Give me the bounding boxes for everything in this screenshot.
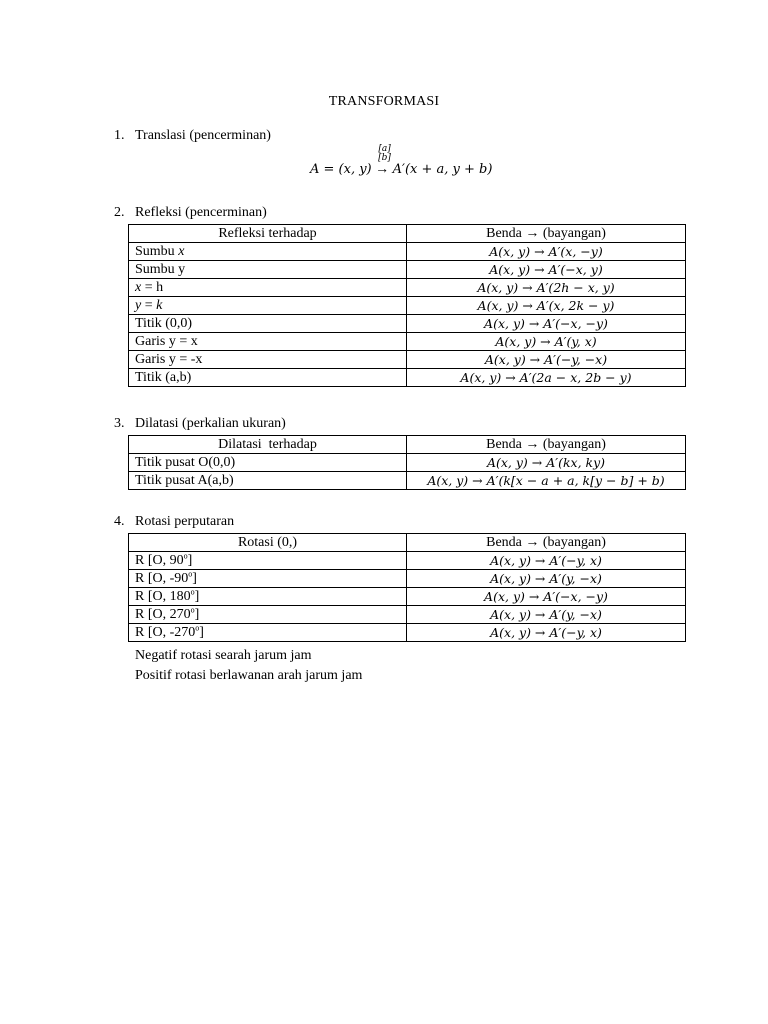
row-label: x = h — [129, 279, 407, 297]
note-negative-rotation: Negatif rotasi searah jarum jam — [135, 648, 312, 663]
row-formula: A(x, y) → A′(y, −x) — [407, 606, 686, 624]
table-row — [129, 552, 686, 570]
table-row — [129, 624, 686, 642]
row-label: Titik (0,0) — [129, 315, 407, 333]
table-row — [129, 588, 686, 606]
row-formula: A(x, y) → A′(−x, −y) — [407, 588, 686, 606]
arrow-symbol: → — [375, 162, 390, 177]
table-row — [129, 351, 686, 369]
section-number: 2. — [114, 205, 125, 220]
row-label: Garis y = -x — [129, 351, 407, 369]
section-1-heading — [114, 128, 271, 144]
section-number: 4. — [114, 514, 125, 529]
section-3-heading — [114, 416, 286, 432]
row-formula: A(x, y) → A′(2a − x, 2b − y) — [407, 369, 686, 387]
vector-top: a — [381, 144, 388, 154]
table-row — [129, 333, 686, 351]
section-title: Dilatasi (perkalian ukuran) — [135, 416, 286, 431]
section-title: Rotasi perputaran — [135, 514, 235, 529]
row-formula: A(x, y) → A′(kx, ky) — [407, 454, 686, 472]
table-header: Benda → (bayangan) — [407, 534, 686, 552]
row-label: R [O, 270$^o$] — [129, 606, 407, 624]
row-label: Titik pusat A(a,b) — [129, 472, 407, 490]
page-title: TRANSFORMASI — [328, 94, 440, 109]
row-formula: A(x, y) → A′(2h − x, y) — [407, 279, 686, 297]
row-formula: A(x, y) → A′(−y, −x) — [407, 351, 686, 369]
translation-formula — [310, 144, 493, 178]
table-row — [129, 472, 686, 490]
row-label: Titik (a,b) — [129, 369, 407, 387]
table-row — [129, 606, 686, 624]
table-row — [129, 261, 686, 279]
table-header-row — [129, 436, 686, 454]
row-label: y = k — [129, 297, 407, 315]
refleksi-table — [128, 224, 686, 387]
row-formula: A(x, y) → A′(x, 2k − y) — [407, 297, 686, 315]
row-label: Titik pusat O(0,0) — [129, 454, 407, 472]
section-2-heading — [114, 205, 267, 221]
dilatasi-table — [128, 435, 686, 490]
section-title: Translasi (pencerminan) — [135, 128, 271, 143]
table-row — [129, 297, 686, 315]
row-formula: A(x, y) → A′(x, −y) — [407, 243, 686, 261]
table-header: Benda → (bayangan) — [407, 225, 686, 243]
row-label: R [O, -270$^o$] — [129, 624, 407, 642]
row-formula: A(x, y) → A′(k[x − a + a, k[y − b] + b) — [407, 472, 686, 490]
row-label: R [O, -90$^o$] — [129, 570, 407, 588]
table-header: Refleksi terhadap — [129, 225, 407, 243]
row-label: Sumbu x — [129, 243, 407, 261]
table-header: Rotasi (0,) — [129, 534, 407, 552]
table-header-row — [129, 534, 686, 552]
section-number: 1. — [114, 128, 125, 143]
formula-lhs: A = (x, y) — [310, 162, 372, 177]
row-formula: A(x, y) → A′(−x, y) — [407, 261, 686, 279]
note-positive-rotation: Positif rotasi berlawanan arah jarum jam — [135, 668, 363, 683]
translation-arrow — [375, 144, 391, 178]
translation-vector: [a] [b] — [378, 144, 391, 163]
row-label: Sumbu y — [129, 261, 407, 279]
rotasi-table — [128, 533, 686, 642]
table-row — [129, 454, 686, 472]
table-row — [129, 243, 686, 261]
table-header-row — [129, 225, 686, 243]
row-label: R [O, 180$^o$] — [129, 588, 407, 606]
row-label: Garis y = x — [129, 333, 407, 351]
table-header: Benda → (bayangan) — [407, 436, 686, 454]
row-formula: A(x, y) → A′(−x, −y) — [407, 315, 686, 333]
table-row — [129, 369, 686, 387]
section-title: Refleksi (pencerminan) — [135, 205, 267, 220]
row-formula: A(x, y) → A′(−y, x) — [407, 552, 686, 570]
row-formula: A(x, y) → A′(−y, x) — [407, 624, 686, 642]
row-formula: A(x, y) → A′(y, −x) — [407, 570, 686, 588]
section-4-heading — [114, 514, 234, 530]
table-row — [129, 315, 686, 333]
vector-bottom: b — [381, 153, 388, 163]
table-row — [129, 570, 686, 588]
table-row — [129, 279, 686, 297]
section-number: 3. — [114, 416, 125, 431]
row-label: R [O, 90$^o$] — [129, 552, 407, 570]
formula-rhs: A′(x + a, y + b) — [392, 162, 493, 177]
table-header: Dilatasi terhadap — [129, 436, 407, 454]
row-formula: A(x, y) → A′(y, x) — [407, 333, 686, 351]
